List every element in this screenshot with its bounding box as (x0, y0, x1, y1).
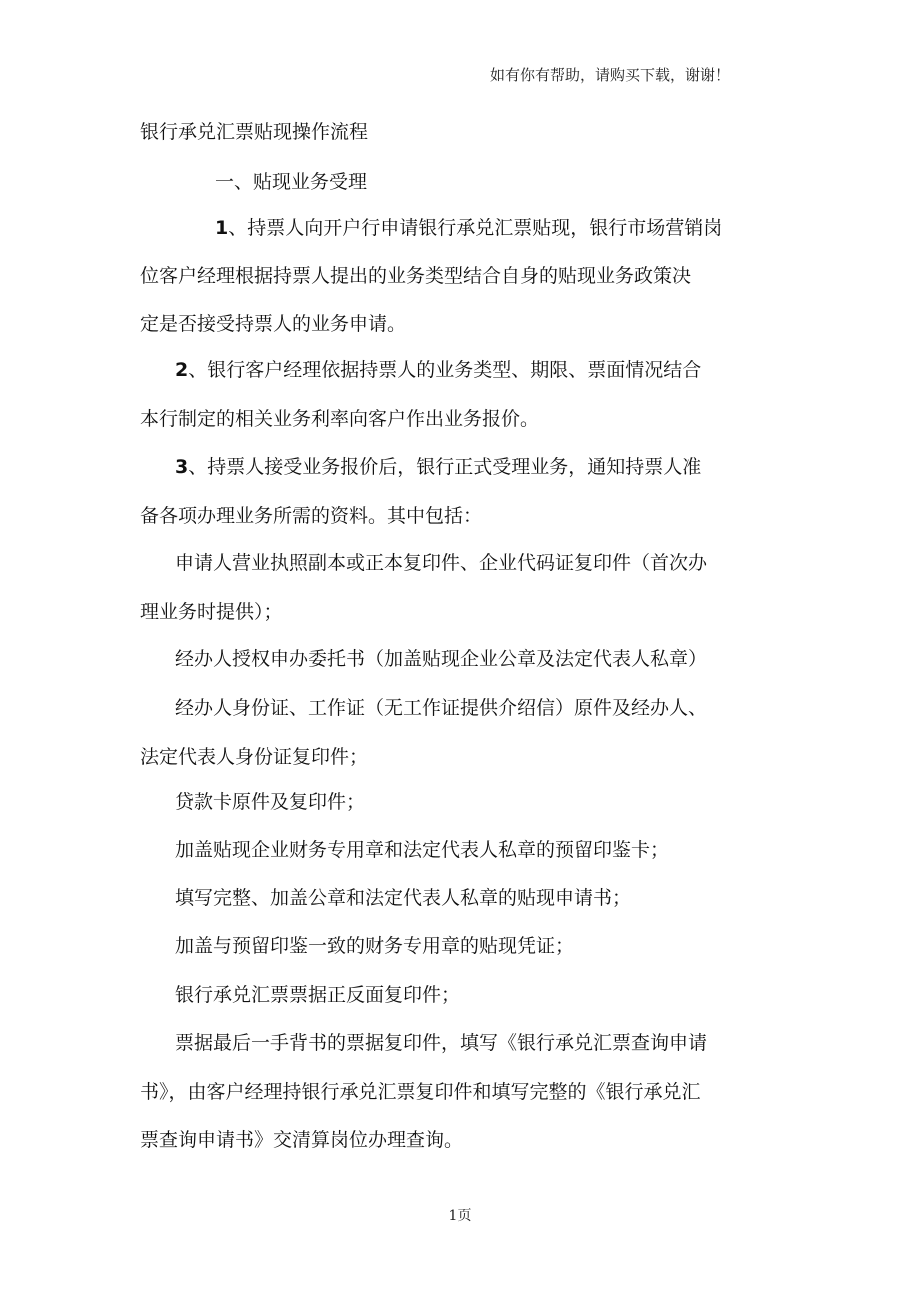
paragraph-2-line-2: 本行制定的相关业务利率向客户作出业务报价。 (140, 408, 540, 430)
list-item-5: 加盖贴现企业财务专用章和法定代表人私章的预留印鉴卡； (175, 839, 670, 861)
list-item-7: 加盖与预留印鉴一致的财务专用章的贴现凭证； (175, 935, 575, 957)
list-item-1-line-1: 申请人营业执照副本或正本复印件、企业代码证复印件（首次办 (175, 552, 708, 574)
list-item-3-line-2: 法定代表人身份证复印件； (140, 746, 369, 768)
section-heading: 一、贴现业务受理 (215, 171, 368, 193)
paragraph-number: 1 (215, 217, 229, 239)
paragraph-number: 2 (175, 359, 189, 381)
paragraph-1-line-2: 位客户经理根据持票人提出的业务类型结合自身的贴现业务政策决 (140, 265, 692, 287)
list-item-9-line-3: 票查询申请书》交清算岗位办理查询。 (140, 1129, 464, 1151)
paragraph-3-line-1: 3、持票人接受业务报价后，银行正式受理业务，通知持票人准 (175, 456, 702, 478)
paragraph-number: 3 (175, 456, 189, 478)
list-item-4: 贷款卡原件及复印件； (175, 791, 366, 813)
list-item-2: 经办人授权申办委托书（加盖贴现企业公章及法定代表人私章） (175, 648, 708, 670)
list-item-9-line-2: 书》，由客户经理持银行承兑汇票复印件和填写完整的《银行承兑汇 (140, 1081, 701, 1103)
paragraph-1-line-3: 定是否接受持票人的业务申请。 (140, 313, 407, 335)
document-title: 银行承兑汇票贴现操作流程 (140, 121, 369, 143)
page-number: 1页 (448, 1208, 472, 1224)
paragraph-2-line-1: 2、银行客户经理依据持票人的业务类型、期限、票面情况结合 (175, 359, 702, 381)
paragraph-1-line-1: 1、持票人向开户行申请银行承兑汇票贴现，银行市场营销岗 (215, 217, 723, 239)
list-item-9-line-1: 票据最后一手背书的票据复印件，填写《银行承兑汇票查询申请 (175, 1032, 708, 1054)
list-item-8: 银行承兑汇票票据正反面复印件； (175, 984, 461, 1006)
paragraph-3-line-2: 备各项办理业务所需的资料。其中包括： (140, 505, 483, 527)
list-item-1-line-2: 理业务时提供）； (140, 601, 283, 623)
list-item-6: 填写完整、加盖公章和法定代表人私章的贴现申请书； (175, 887, 632, 909)
list-item-3-line-1: 经办人身份证、工作证（无工作证提供介绍信）原件及经办人、 (175, 697, 708, 719)
header-note: 如有你有帮助，请购买下载，谢谢！ (489, 66, 730, 84)
